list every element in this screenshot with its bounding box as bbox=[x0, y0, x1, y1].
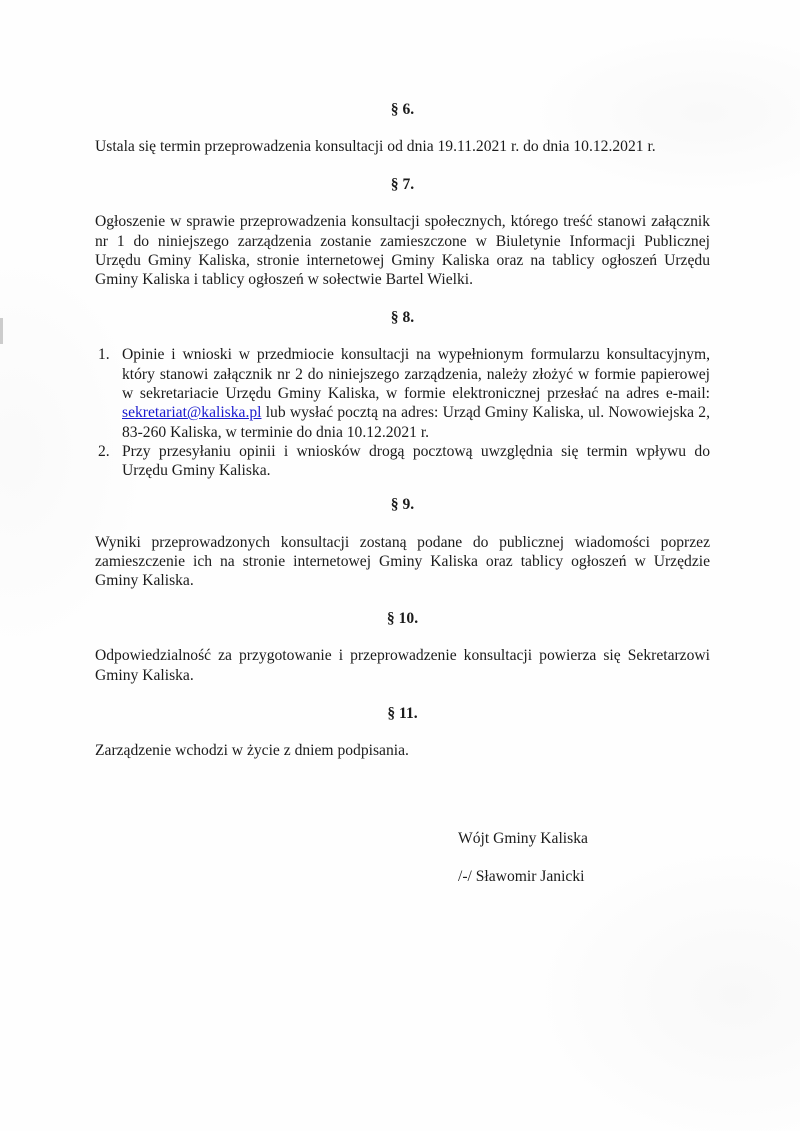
list-item-1 bbox=[95, 345, 710, 441]
list-item-1-number: 1. bbox=[98, 346, 110, 364]
section-8-ordered-list bbox=[95, 345, 710, 480]
section-heading-10: § 10. bbox=[386, 610, 419, 628]
section-heading-9: § 9. bbox=[390, 496, 415, 514]
section-body-11: Zarządzenie wchodzi w życie z dniem podpisania. bbox=[95, 741, 409, 759]
section-heading-6: § 6. bbox=[390, 101, 415, 118]
signature-title: Wójt Gminy Kaliska bbox=[458, 830, 588, 848]
section-body-7: Ogłoszenie w sprawie przeprowadzenia konsultacji społecznych, którego treść stanowi załącznik nr 1 do niniejszego zarządzenia zostanie zamieszczone w Biuletynie Informacji Publicznej Urzędu Gminy Kaliska, stronie internetowej Gminy Kaliska oraz na tablicy ogłoszeń Urzędu Gminy Kaliska i tablicy ogłoszeń w sołectwie Bartel Wielki. bbox=[95, 213, 710, 289]
section-heading-8: § 8. bbox=[390, 309, 415, 327]
scan-edge-artifact bbox=[0, 318, 3, 344]
list-item-2-number: 2. bbox=[98, 442, 110, 460]
list-item-1-text-before-link: Opinie i wnioski w przedmiocie konsultacji na wypełnionym formularzu konsultacyjnym, który stanowi załącznik nr 2 do niniejszego zarządzenia, należy złożyć w formie papierowej w sekretariacie Urzędu Gminy Kaliska, w formie elektronicznej przesłać na adres e-mail: bbox=[122, 346, 710, 402]
section-heading-7: § 7. bbox=[390, 176, 415, 194]
signature-name: /-/ Sławomir Janicki bbox=[458, 867, 585, 885]
section-body-6: Ustala się termin przeprowadzenia konsultacji od dnia 19.11.2021 r. do dnia 10.12.2021 r. bbox=[95, 138, 656, 156]
section-body-10: Odpowiedzialność za przygotowanie i przeprowadzenie konsultacji powierza się Sekretarzowi Gminy Kaliska. bbox=[95, 647, 710, 684]
list-item-1-text-after-link: lub wysłać pocztą na adres: Urząd Gminy Kaliska, ul. Nowowiejska 2, 83-260 Kaliska, w terminie do dnia 10.12.2021 r. bbox=[122, 404, 710, 441]
signature-block bbox=[458, 829, 710, 886]
list-item-2 bbox=[95, 442, 710, 481]
section-body-9: Wyniki przeprowadzonych konsultacji zostaną podane do publicznej wiadomości poprzez zamieszczenie ich na stronie internetowej Gminy Kaliska oraz tablicy ogłoszeń w Urzędzie Gminy Kaliska. bbox=[95, 533, 710, 590]
section-heading-11: § 11. bbox=[387, 704, 418, 722]
email-link[interactable]: sekretariat@kaliska.pl bbox=[122, 404, 262, 422]
list-item-2-text: Przy przesyłaniu opinii i wniosków drogą pocztową uwzględnia się termin wpływu do Urzędu Gminy Kaliska. bbox=[122, 442, 710, 480]
